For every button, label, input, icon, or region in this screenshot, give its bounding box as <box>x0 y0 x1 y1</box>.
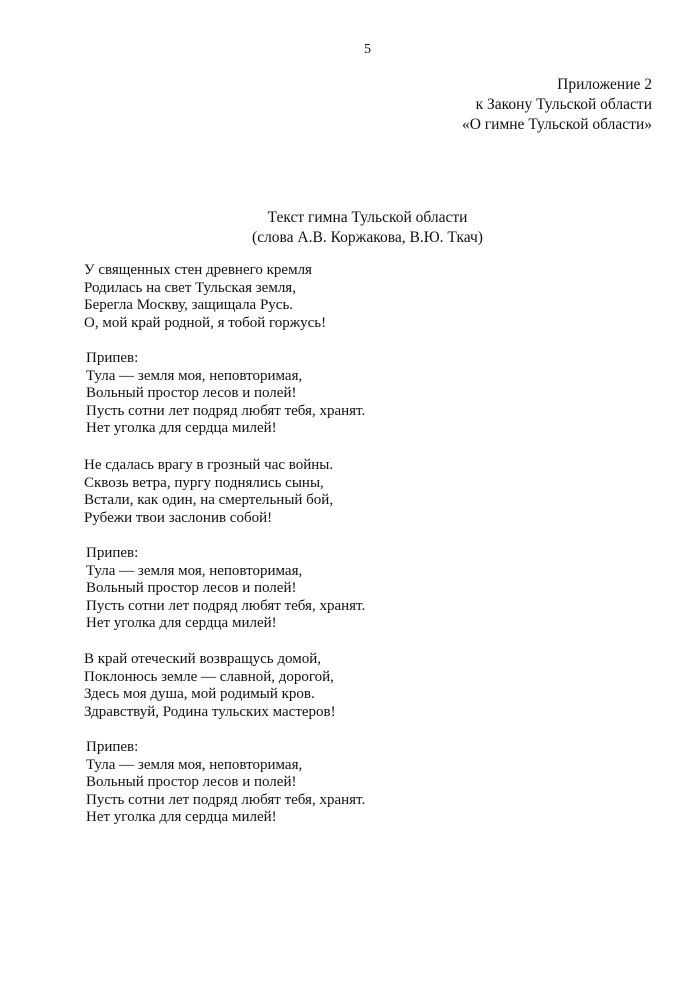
verse-line: Рубежи твои заслонив собой! <box>84 509 273 526</box>
verse-line: У священных стен древнего кремля <box>84 262 312 278</box>
title-line: Текст гимна Тульской области <box>267 209 468 226</box>
chorus-1 <box>86 350 365 438</box>
chorus-line: Нет уголка для сердца милей! <box>86 615 277 632</box>
appendix-line: к Закону Тульской области <box>475 96 652 113</box>
verse-line: Не сдалась врагу в грозный час войны. <box>84 457 334 473</box>
chorus-line: Нет уголка для сердца милей! <box>86 420 277 437</box>
chorus-3 <box>86 739 365 827</box>
chorus-line: Тула — земля моя, неповторимая, <box>86 367 303 384</box>
verse-line: Родилась на свет Тульская земля, <box>84 279 296 296</box>
appendix-line: «О гимне Тульской области» <box>461 116 652 133</box>
page-number: 5 <box>364 42 371 57</box>
verse-3 <box>84 651 336 721</box>
verse-line: Встали, как один, на смертельный бой, <box>84 492 334 509</box>
verse-line: В край отеческий возвращусь домой, <box>84 651 322 667</box>
chorus-line: Пусть сотни лет подряд любят тебя, хранят. <box>86 791 366 808</box>
chorus-2 <box>86 545 365 633</box>
chorus-line: Тула — земля моя, неповторимая, <box>86 562 303 579</box>
chorus-line: Вольный простор лесов и полей! <box>86 774 297 791</box>
verse-line: Берегла Москву, защищала Русь. <box>84 297 294 314</box>
chorus-line: Нет уголка для сердца милей! <box>86 809 277 826</box>
verse-line: Сквозь ветра, пургу поднялись сыны, <box>84 474 324 491</box>
appendix-line: Приложение 2 <box>557 76 652 93</box>
document-title <box>0 208 700 248</box>
verse-line: Здравствуй, Родина тульских мастеров! <box>84 703 336 720</box>
title-subtitle: (слова А.В. Коржакова, В.Ю. Ткач) <box>252 229 483 246</box>
chorus-label: Припев: <box>86 350 139 366</box>
chorus-line: Тула — земля моя, неповторимая, <box>86 756 303 773</box>
verse-2 <box>84 457 333 527</box>
verse-line: Здесь моя душа, мой родимый кров. <box>84 686 315 703</box>
chorus-line: Пусть сотни лет подряд любят тебя, хранят. <box>86 402 366 419</box>
verse-line: Поклонюсь земле — славной, дорогой, <box>84 668 334 685</box>
chorus-line: Пусть сотни лет подряд любят тебя, хранят. <box>86 597 366 614</box>
chorus-line: Вольный простор лесов и полей! <box>86 580 297 597</box>
chorus-label: Припев: <box>86 739 139 755</box>
appendix-header <box>462 75 652 135</box>
verse-1 <box>84 262 326 332</box>
chorus-line: Вольный простор лесов и полей! <box>86 385 297 402</box>
chorus-label: Припев: <box>86 545 139 561</box>
verse-line: О, мой край родной, я тобой горжусь! <box>84 314 327 331</box>
